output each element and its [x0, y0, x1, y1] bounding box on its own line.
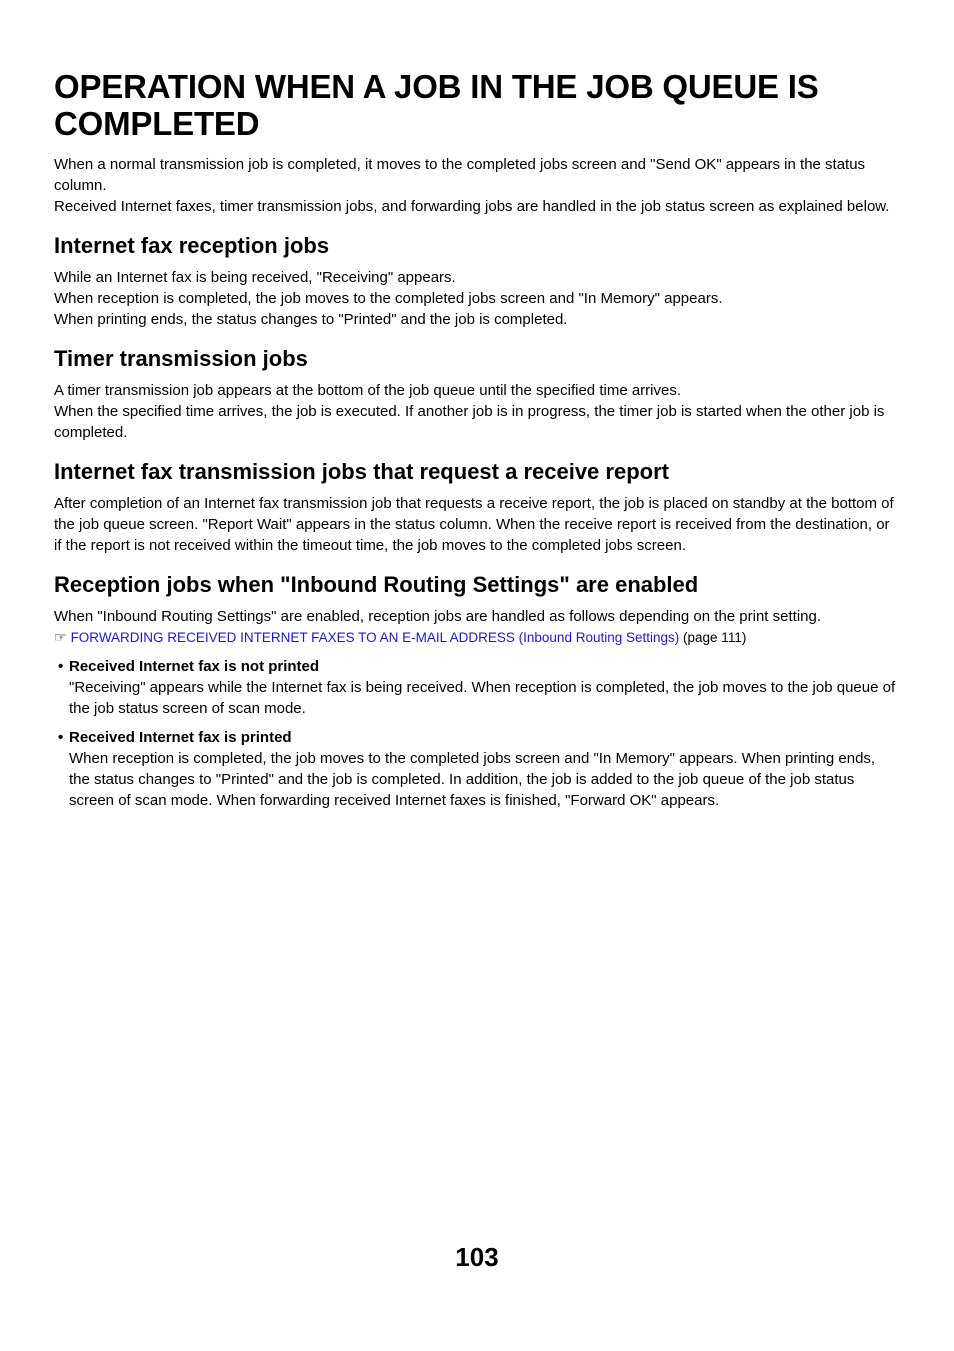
- bullet-text: When reception is completed, the job moves to the completed jobs screen and "In Memory" appears. When printing ends, the status changes to "Printed" and the job is completed. In addition, the job is added to the job queue of the job status screen of scan mode. When forwarding received Internet faxes is finished, "Forward OK" appears.: [69, 750, 876, 809]
- section-heading: Internet fax reception jobs: [54, 233, 330, 258]
- list-item: [54, 656, 900, 719]
- list-item: [54, 727, 900, 811]
- bullet-icon: •: [58, 658, 64, 675]
- section-line: When printing ends, the status changes to "Printed" and the job is completed.: [54, 311, 568, 328]
- page-reference: (page 111): [683, 630, 747, 645]
- section-line: A timer transmission job appears at the bottom of the job queue until the specified time arrives.: [54, 382, 681, 399]
- pointing-hand-icon: ☞: [54, 629, 67, 645]
- section-heading: Timer transmission jobs: [54, 346, 308, 371]
- bullet-title: Received Internet fax is printed: [69, 729, 292, 746]
- section-internet-fax-reception: [54, 233, 900, 330]
- section-receive-report: [54, 459, 900, 556]
- intro-block: [54, 154, 900, 217]
- page-title: OPERATION WHEN A JOB IN THE JOB QUEUE IS COMPLETED: [54, 68, 819, 142]
- bullet-icon: •: [58, 729, 64, 746]
- forwarding-settings-link[interactable]: FORWARDING RECEIVED INTERNET FAXES TO AN E-MAIL ADDRESS (Inbound Routing Settings): [70, 630, 680, 645]
- bullet-list: [54, 656, 900, 811]
- section-inbound-routing: [54, 572, 900, 811]
- section-timer-transmission: [54, 346, 900, 443]
- section-line: When "Inbound Routing Settings" are enabled, reception jobs are handled as follows depending on the print setting.: [54, 608, 821, 625]
- cross-reference: [54, 627, 900, 648]
- section-line: While an Internet fax is being received, "Receiving" appears.: [54, 269, 456, 286]
- page-number: 103: [455, 1242, 499, 1272]
- section-line: When reception is completed, the job moves to the completed jobs screen and "In Memory" appears.: [54, 290, 723, 307]
- intro-paragraph-1: When a normal transmission job is completed, it moves to the completed jobs screen and "Send OK" appears in the status column.: [54, 156, 866, 194]
- document-page: [54, 68, 900, 827]
- bullet-title: Received Internet fax is not printed: [69, 658, 320, 675]
- section-heading: Reception jobs when "Inbound Routing Settings" are enabled: [54, 572, 699, 597]
- section-line: After completion of an Internet fax transmission job that requests a receive report, the job is placed on standby at the bottom of the job queue screen. "Report Wait" appears in the status column. When the receive report is received from the destination, or if the report is not received within the timeout time, the job moves to the completed jobs screen.: [54, 495, 894, 554]
- bullet-text: "Receiving" appears while the Internet fax is being received. When reception is completed, the job moves to the job queue of the job status screen of scan mode.: [69, 679, 896, 717]
- intro-paragraph-2: Received Internet faxes, timer transmission jobs, and forwarding jobs are handled in the job status screen as explained below.: [54, 198, 890, 215]
- section-heading: Internet fax transmission jobs that request a receive report: [54, 459, 669, 484]
- section-line: When the specified time arrives, the job is executed. If another job is in progress, the timer job is started when the other job is completed.: [54, 403, 885, 441]
